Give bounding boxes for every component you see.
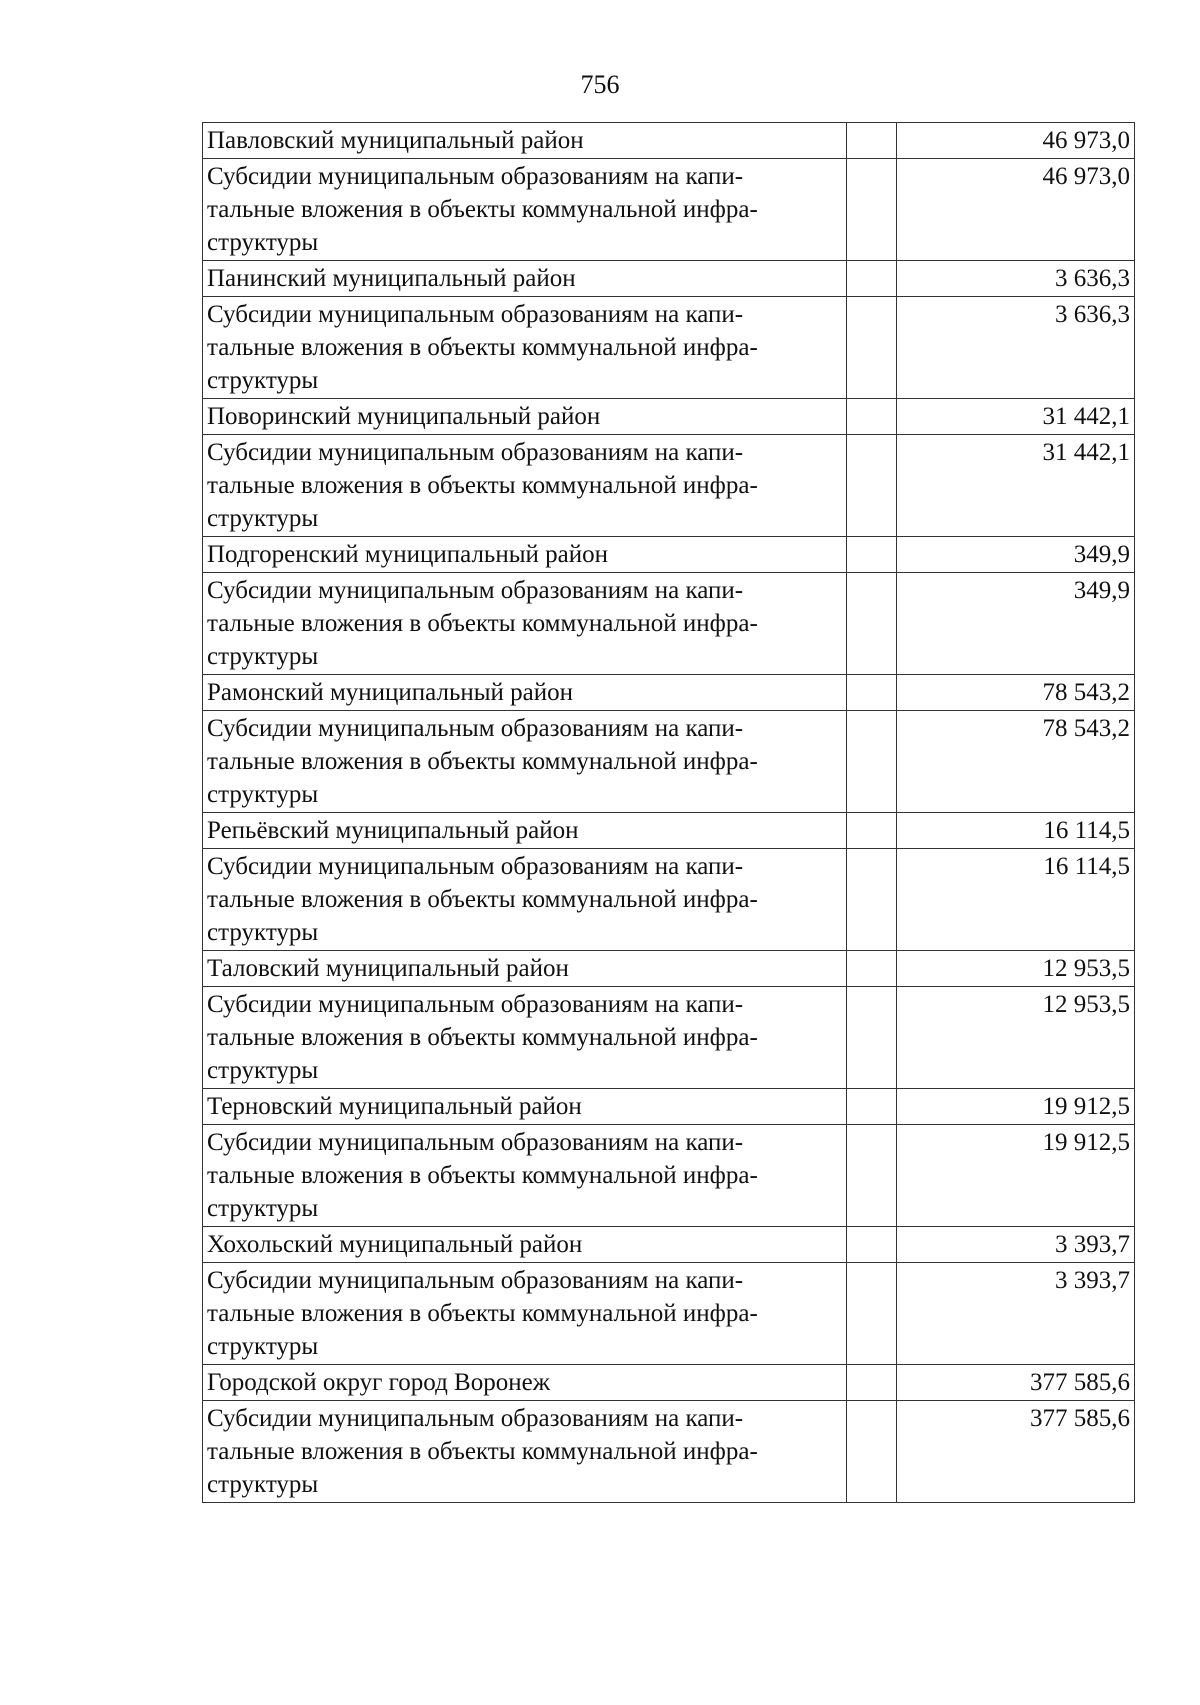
district-row	[203, 1089, 1135, 1125]
row-name-cell	[203, 435, 847, 537]
row-name-line: Таловский муниципальный район	[207, 955, 569, 982]
row-amount-cell: 19 912,5	[897, 1089, 1135, 1125]
row-name-line: Субсидии муниципальным образованиям на капи-	[207, 577, 744, 604]
row-code-cell	[847, 987, 897, 1089]
row-name-cell	[203, 1089, 847, 1125]
row-name-line: Субсидии муниципальным образованиям на капи-	[207, 853, 744, 880]
row-name-line: Субсидии муниципальным образованиям на капи-	[207, 163, 744, 190]
row-amount-cell: 78 543,2	[897, 711, 1135, 813]
row-name-line: тальные вложения в объекты коммунальной инфра-	[207, 610, 758, 637]
row-code-cell	[847, 1125, 897, 1227]
row-name-line: структуры	[207, 1471, 319, 1498]
row-name-line: Репьёвский муниципальный район	[207, 817, 579, 844]
row-amount-cell: 78 543,2	[897, 675, 1135, 711]
row-name-line: тальные вложения в объекты коммунальной инфра-	[207, 1162, 758, 1189]
row-amount-cell: 31 442,1	[897, 435, 1135, 537]
row-name-cell	[203, 711, 847, 813]
row-amount-cell: 349,9	[897, 573, 1135, 675]
row-code-cell	[847, 849, 897, 951]
row-name-cell	[203, 813, 847, 849]
subsidy-row	[203, 987, 1135, 1089]
row-amount-cell: 31 442,1	[897, 399, 1135, 435]
row-name-line: структуры	[207, 229, 319, 256]
row-name-line: тальные вложения в объекты коммунальной инфра-	[207, 1438, 758, 1465]
table-body	[203, 123, 1135, 1503]
subsidy-row	[203, 849, 1135, 951]
subsidy-row	[203, 711, 1135, 813]
row-name-line: структуры	[207, 1333, 319, 1360]
row-name-cell	[203, 573, 847, 675]
row-name-line: Городской округ город Воронеж	[207, 1369, 550, 1396]
row-code-cell	[847, 1401, 897, 1503]
budget-table	[202, 122, 1135, 1503]
row-name-cell	[203, 1227, 847, 1263]
row-name-cell	[203, 1401, 847, 1503]
row-amount-cell: 46 973,0	[897, 123, 1135, 159]
row-code-cell	[847, 261, 897, 297]
row-name-line: тальные вложения в объекты коммунальной инфра-	[207, 1024, 758, 1051]
row-code-cell	[847, 297, 897, 399]
row-name-line: Рамонский муниципальный район	[207, 679, 574, 706]
row-name-cell	[203, 297, 847, 399]
row-name-cell	[203, 849, 847, 951]
row-amount-cell: 3 636,3	[897, 261, 1135, 297]
row-name-line: Субсидии муниципальным образованиям на капи-	[207, 991, 744, 1018]
subsidy-row	[203, 1125, 1135, 1227]
row-name-line: структуры	[207, 1057, 319, 1084]
row-name-cell	[203, 1125, 847, 1227]
row-code-cell	[847, 813, 897, 849]
row-amount-cell: 377 585,6	[897, 1365, 1135, 1401]
subsidy-row	[203, 1263, 1135, 1365]
subsidy-row	[203, 159, 1135, 261]
district-row	[203, 951, 1135, 987]
district-row	[203, 399, 1135, 435]
district-row	[203, 261, 1135, 297]
district-row	[203, 123, 1135, 159]
row-name-line: Субсидии муниципальным образованиям на капи-	[207, 301, 744, 328]
row-code-cell	[847, 1089, 897, 1125]
row-name-line: структуры	[207, 643, 319, 670]
row-amount-cell: 46 973,0	[897, 159, 1135, 261]
row-name-cell	[203, 1365, 847, 1401]
row-name-line: тальные вложения в объекты коммунальной инфра-	[207, 472, 758, 499]
district-row	[203, 1227, 1135, 1263]
row-name-line: тальные вложения в объекты коммунальной инфра-	[207, 334, 758, 361]
district-row	[203, 1365, 1135, 1401]
row-name-line: Поворинский муниципальный район	[207, 403, 601, 430]
row-code-cell	[847, 435, 897, 537]
row-name-line: структуры	[207, 505, 319, 532]
row-code-cell	[847, 573, 897, 675]
row-name-line: Субсидии муниципальным образованиям на капи-	[207, 439, 744, 466]
row-code-cell	[847, 951, 897, 987]
district-row	[203, 537, 1135, 573]
row-amount-cell: 377 585,6	[897, 1401, 1135, 1503]
row-name-line: структуры	[207, 1195, 319, 1222]
row-name-line: структуры	[207, 781, 319, 808]
subsidy-row	[203, 435, 1135, 537]
subsidy-row	[203, 573, 1135, 675]
row-name-cell	[203, 123, 847, 159]
row-name-line: структуры	[207, 919, 319, 946]
page-number: 756	[580, 70, 620, 99]
row-name-line: Субсидии муниципальным образованиям на капи-	[207, 715, 744, 742]
row-name-line: Субсидии муниципальным образованиям на капи-	[207, 1405, 744, 1432]
row-name-cell	[203, 951, 847, 987]
row-code-cell	[847, 1263, 897, 1365]
row-name-line: Подгоренский муниципальный район	[207, 541, 608, 568]
row-name-line: структуры	[207, 367, 319, 394]
row-name-cell	[203, 537, 847, 573]
row-amount-cell: 19 912,5	[897, 1125, 1135, 1227]
row-amount-cell: 16 114,5	[897, 849, 1135, 951]
row-name-line: Субсидии муниципальным образованиям на капи-	[207, 1129, 744, 1156]
row-name-line: тальные вложения в объекты коммунальной инфра-	[207, 886, 758, 913]
row-amount-cell: 3 393,7	[897, 1263, 1135, 1365]
row-amount-cell: 349,9	[897, 537, 1135, 573]
row-name-cell	[203, 987, 847, 1089]
subsidy-row	[203, 1401, 1135, 1503]
row-code-cell	[847, 399, 897, 435]
row-code-cell	[847, 711, 897, 813]
subsidy-row	[203, 297, 1135, 399]
row-name-line: тальные вложения в объекты коммунальной инфра-	[207, 196, 758, 223]
row-code-cell	[847, 1365, 897, 1401]
row-amount-cell: 16 114,5	[897, 813, 1135, 849]
row-name-cell	[203, 399, 847, 435]
district-row	[203, 813, 1135, 849]
row-amount-cell: 12 953,5	[897, 987, 1135, 1089]
row-code-cell	[847, 537, 897, 573]
row-code-cell	[847, 159, 897, 261]
row-name-line: тальные вложения в объекты коммунальной инфра-	[207, 748, 758, 775]
district-row	[203, 675, 1135, 711]
row-code-cell	[847, 675, 897, 711]
row-name-line: Хохольский муниципальный район	[207, 1231, 583, 1258]
row-amount-cell: 3 393,7	[897, 1227, 1135, 1263]
row-name-cell	[203, 675, 847, 711]
row-code-cell	[847, 1227, 897, 1263]
row-name-cell	[203, 1263, 847, 1365]
row-name-cell	[203, 261, 847, 297]
row-name-line: тальные вложения в объекты коммунальной инфра-	[207, 1300, 758, 1327]
row-name-line: Павловский муниципальный район	[207, 127, 584, 154]
row-amount-cell: 12 953,5	[897, 951, 1135, 987]
row-name-line: Панинский муниципальный район	[207, 265, 576, 292]
row-name-cell	[203, 159, 847, 261]
row-amount-cell: 3 636,3	[897, 297, 1135, 399]
row-name-line: Субсидии муниципальным образованиям на капи-	[207, 1267, 744, 1294]
row-name-line: Терновский муниципальный район	[207, 1093, 582, 1120]
row-code-cell	[847, 123, 897, 159]
